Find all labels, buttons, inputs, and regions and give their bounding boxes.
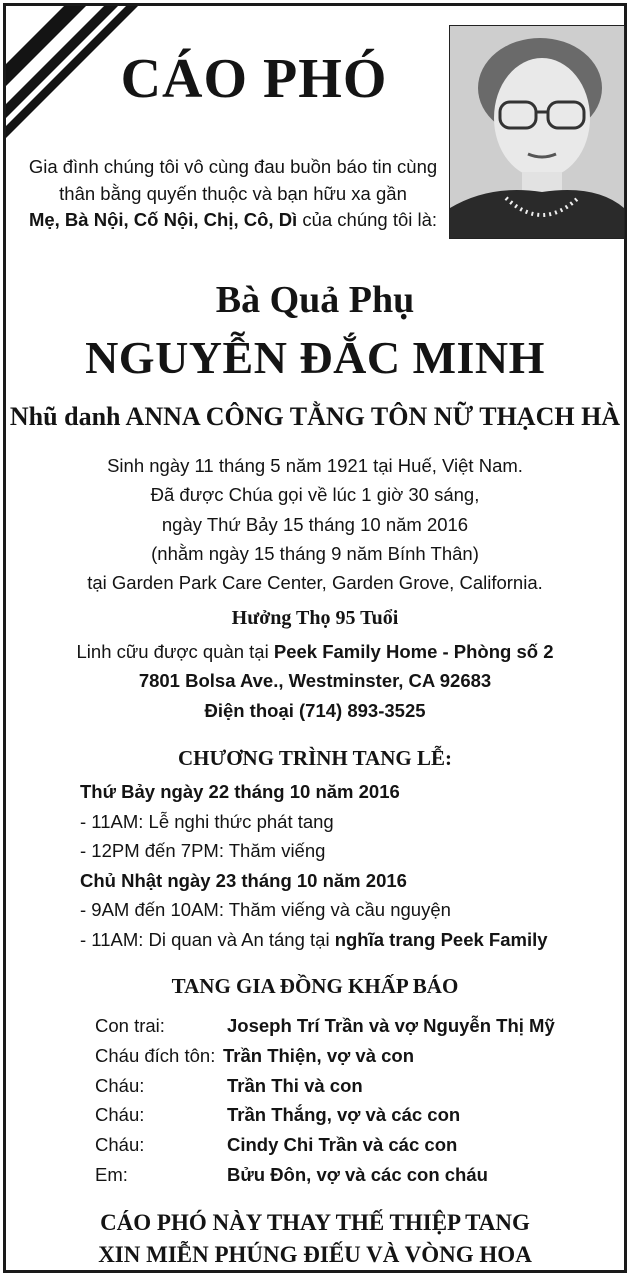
schedule-item: - 11AM: Lễ nghi thức phát tang [80,810,334,832]
intro-line-rest: của chúng tôi là: [297,209,438,230]
closing-notice [6,1207,624,1271]
obituary-notice [3,3,627,1273]
schedule-day: Thứ Bảy ngày 22 tháng 10 năm 2016 [80,781,400,802]
schedule-item: - 12PM đến 7PM: Thăm viếng [80,840,326,861]
family-name: Trần Thi và con [227,1074,363,1096]
family-role: Cháu: [95,1104,145,1126]
family-role: Con trai: [95,1015,165,1036]
age-line: Hưởng Thọ 95 Tuổi [231,607,399,629]
bio-line: Đã được Chúa gọi về lúc 1 giờ 30 sáng, [150,484,480,506]
biography [6,451,624,597]
family-name: Joseph Trí Trần và vợ Nguyễn Thị Mỹ [227,1015,555,1036]
closing-line: CÁO PHÓ NÀY THAY THẾ THIỆP TANG [100,1210,530,1235]
program-title: CHƯƠNG TRÌNH TANG LỄ: [177,746,452,770]
maiden-name: Nhũ danh ANNA CÔNG TẰNG TÔN NỮ THẠCH HÀ [9,402,621,431]
family-role: Em: [95,1163,128,1185]
intro-line: Gia đình chúng tôi vô cùng đau buồn báo tin cùng [28,156,438,177]
bio-line: ngày Thứ Bảy 15 tháng 10 năm 2016 [161,513,469,535]
cemetery-name: nghĩa trang Peek Family [334,928,548,950]
schedule-item-prefix: - 11AM: Di quan và An táng tại [80,928,335,950]
intro-line: thân bằng quyến thuộc và bạn hữu xa gần [59,182,407,204]
family-name: Cindy Chi Trần và các con [227,1134,458,1156]
schedule-item [80,925,548,955]
schedule-day: Chủ Nhật ngày 23 tháng 10 năm 2016 [80,869,407,891]
bio-line: Sinh ngày 11 tháng 5 năm 1921 tại Huế, Việt Nam. [107,455,523,476]
family-role: Cháu: [95,1074,145,1096]
intro-text [14,154,452,234]
closing-line: XIN MIỄN PHÚNG ĐIẾU VÀ VÒNG HOA [98,1242,532,1267]
portrait-photo [449,25,625,239]
rest-prefix: Linh cữu được quàn tại [76,641,274,662]
honorific: Bà Quả Phụ [215,279,415,321]
family-role: Cháu: [95,1134,145,1156]
schedule-item: - 9AM đến 10AM: Thăm viếng và cầu nguyện [80,899,451,920]
deceased-name: NGUYỄN ĐẮC MINH [85,332,545,383]
family-name: Trần Thiện, vợ và con [223,1044,415,1066]
page-title: CÁO PHÓ [120,48,388,110]
relations-label: Mẹ, Bà Nội, Cố Nội, Chị, Cô, Dì [28,209,298,230]
address: 7801 Bolsa Ave., Westminster, CA 92683 [138,670,492,692]
family-name: Bửu Đôn, vợ và các con cháu [227,1163,488,1185]
family-title: TANG GIA ĐỒNG KHẤP BÁO [171,974,459,998]
rest-line [6,637,624,666]
phone: Điện thoại (714) 893-3525 [204,699,426,721]
family-role: Cháu đích tôn: [95,1044,216,1066]
intro-line [14,207,452,234]
funeral-schedule [80,777,548,954]
bio-line: tại Garden Park Care Center, Garden Grove, California. [87,572,543,594]
bio-line: (nhằm ngày 15 tháng 9 năm Bính Thân) [151,542,479,564]
resting-place [6,637,624,725]
funeral-home: Peek Family Home - Phòng số 2 [273,641,554,662]
family-name: Trần Thắng, vợ và các con [227,1104,461,1126]
